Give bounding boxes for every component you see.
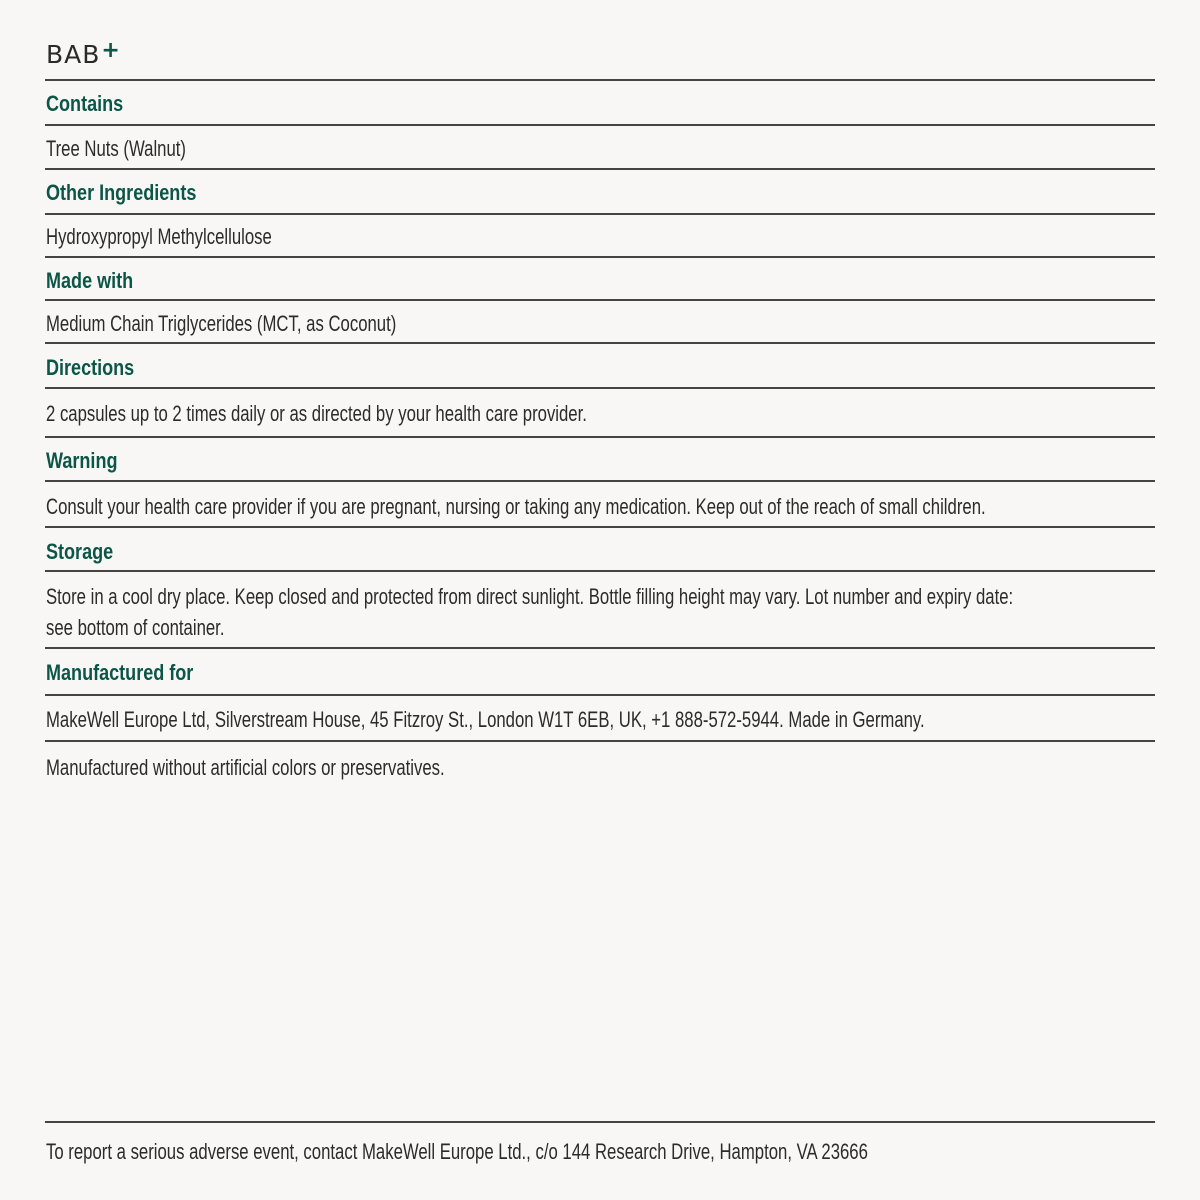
- divider: [45, 570, 1155, 572]
- section-heading-made-with: Made with: [46, 268, 134, 293]
- brand-name: BAB: [46, 40, 101, 69]
- section-body-warning: Consult your health care provider if you are pregnant, nursing or taking any medication. Keep out of the reach of small children.: [46, 494, 986, 519]
- section-heading-contains: Contains: [46, 91, 124, 116]
- divider: [45, 168, 1155, 170]
- section-heading-warning: Warning: [46, 448, 118, 473]
- divider: [45, 647, 1155, 649]
- section-body-manufactured-for: MakeWell Europe Ltd, Silverstream House, 45 Fitzroy St., London W1T 6EB, UK, +1 888-572-5944. Made in Germany.: [46, 707, 925, 732]
- divider: [45, 480, 1155, 482]
- section-heading-directions: Directions: [46, 355, 135, 380]
- brand-logo: [46, 40, 121, 72]
- divider: [45, 740, 1155, 742]
- brand-plus-mark: +: [101, 38, 121, 63]
- divider: [45, 387, 1155, 389]
- section-body-storage-line2: see bottom of container.: [46, 615, 225, 640]
- section-body-other-ingredients: Hydroxypropyl Methylcellulose: [46, 224, 272, 249]
- section-body-directions: 2 capsules up to 2 times daily or as directed by your health care provider.: [46, 401, 587, 426]
- section-heading-storage: Storage: [46, 539, 114, 564]
- section-heading-other-ingredients: Other Ingredients: [46, 180, 197, 205]
- divider: [45, 124, 1155, 126]
- divider: [45, 79, 1155, 81]
- footer-divider: [45, 1121, 1155, 1123]
- adverse-event-notice: To report a serious adverse event, contact MakeWell Europe Ltd., c/o 144 Research Drive, Hampton, VA 23666: [46, 1139, 868, 1164]
- divider: [45, 299, 1155, 301]
- divider: [45, 694, 1155, 696]
- divider: [45, 342, 1155, 344]
- divider: [45, 436, 1155, 438]
- divider: [45, 526, 1155, 528]
- divider: [45, 256, 1155, 258]
- divider: [45, 213, 1155, 215]
- manufacturing-note: Manufactured without artificial colors or preservatives.: [46, 755, 445, 780]
- section-body-storage-line1: Store in a cool dry place. Keep closed and protected from direct sunlight. Bottle filling height may vary. Lot number and expiry date:: [46, 584, 1014, 609]
- section-body-contains: Tree Nuts (Walnut): [46, 136, 186, 161]
- section-heading-manufactured-for: Manufactured for: [46, 660, 194, 685]
- section-body-made-with: Medium Chain Triglycerides (MCT, as Coconut): [46, 311, 397, 336]
